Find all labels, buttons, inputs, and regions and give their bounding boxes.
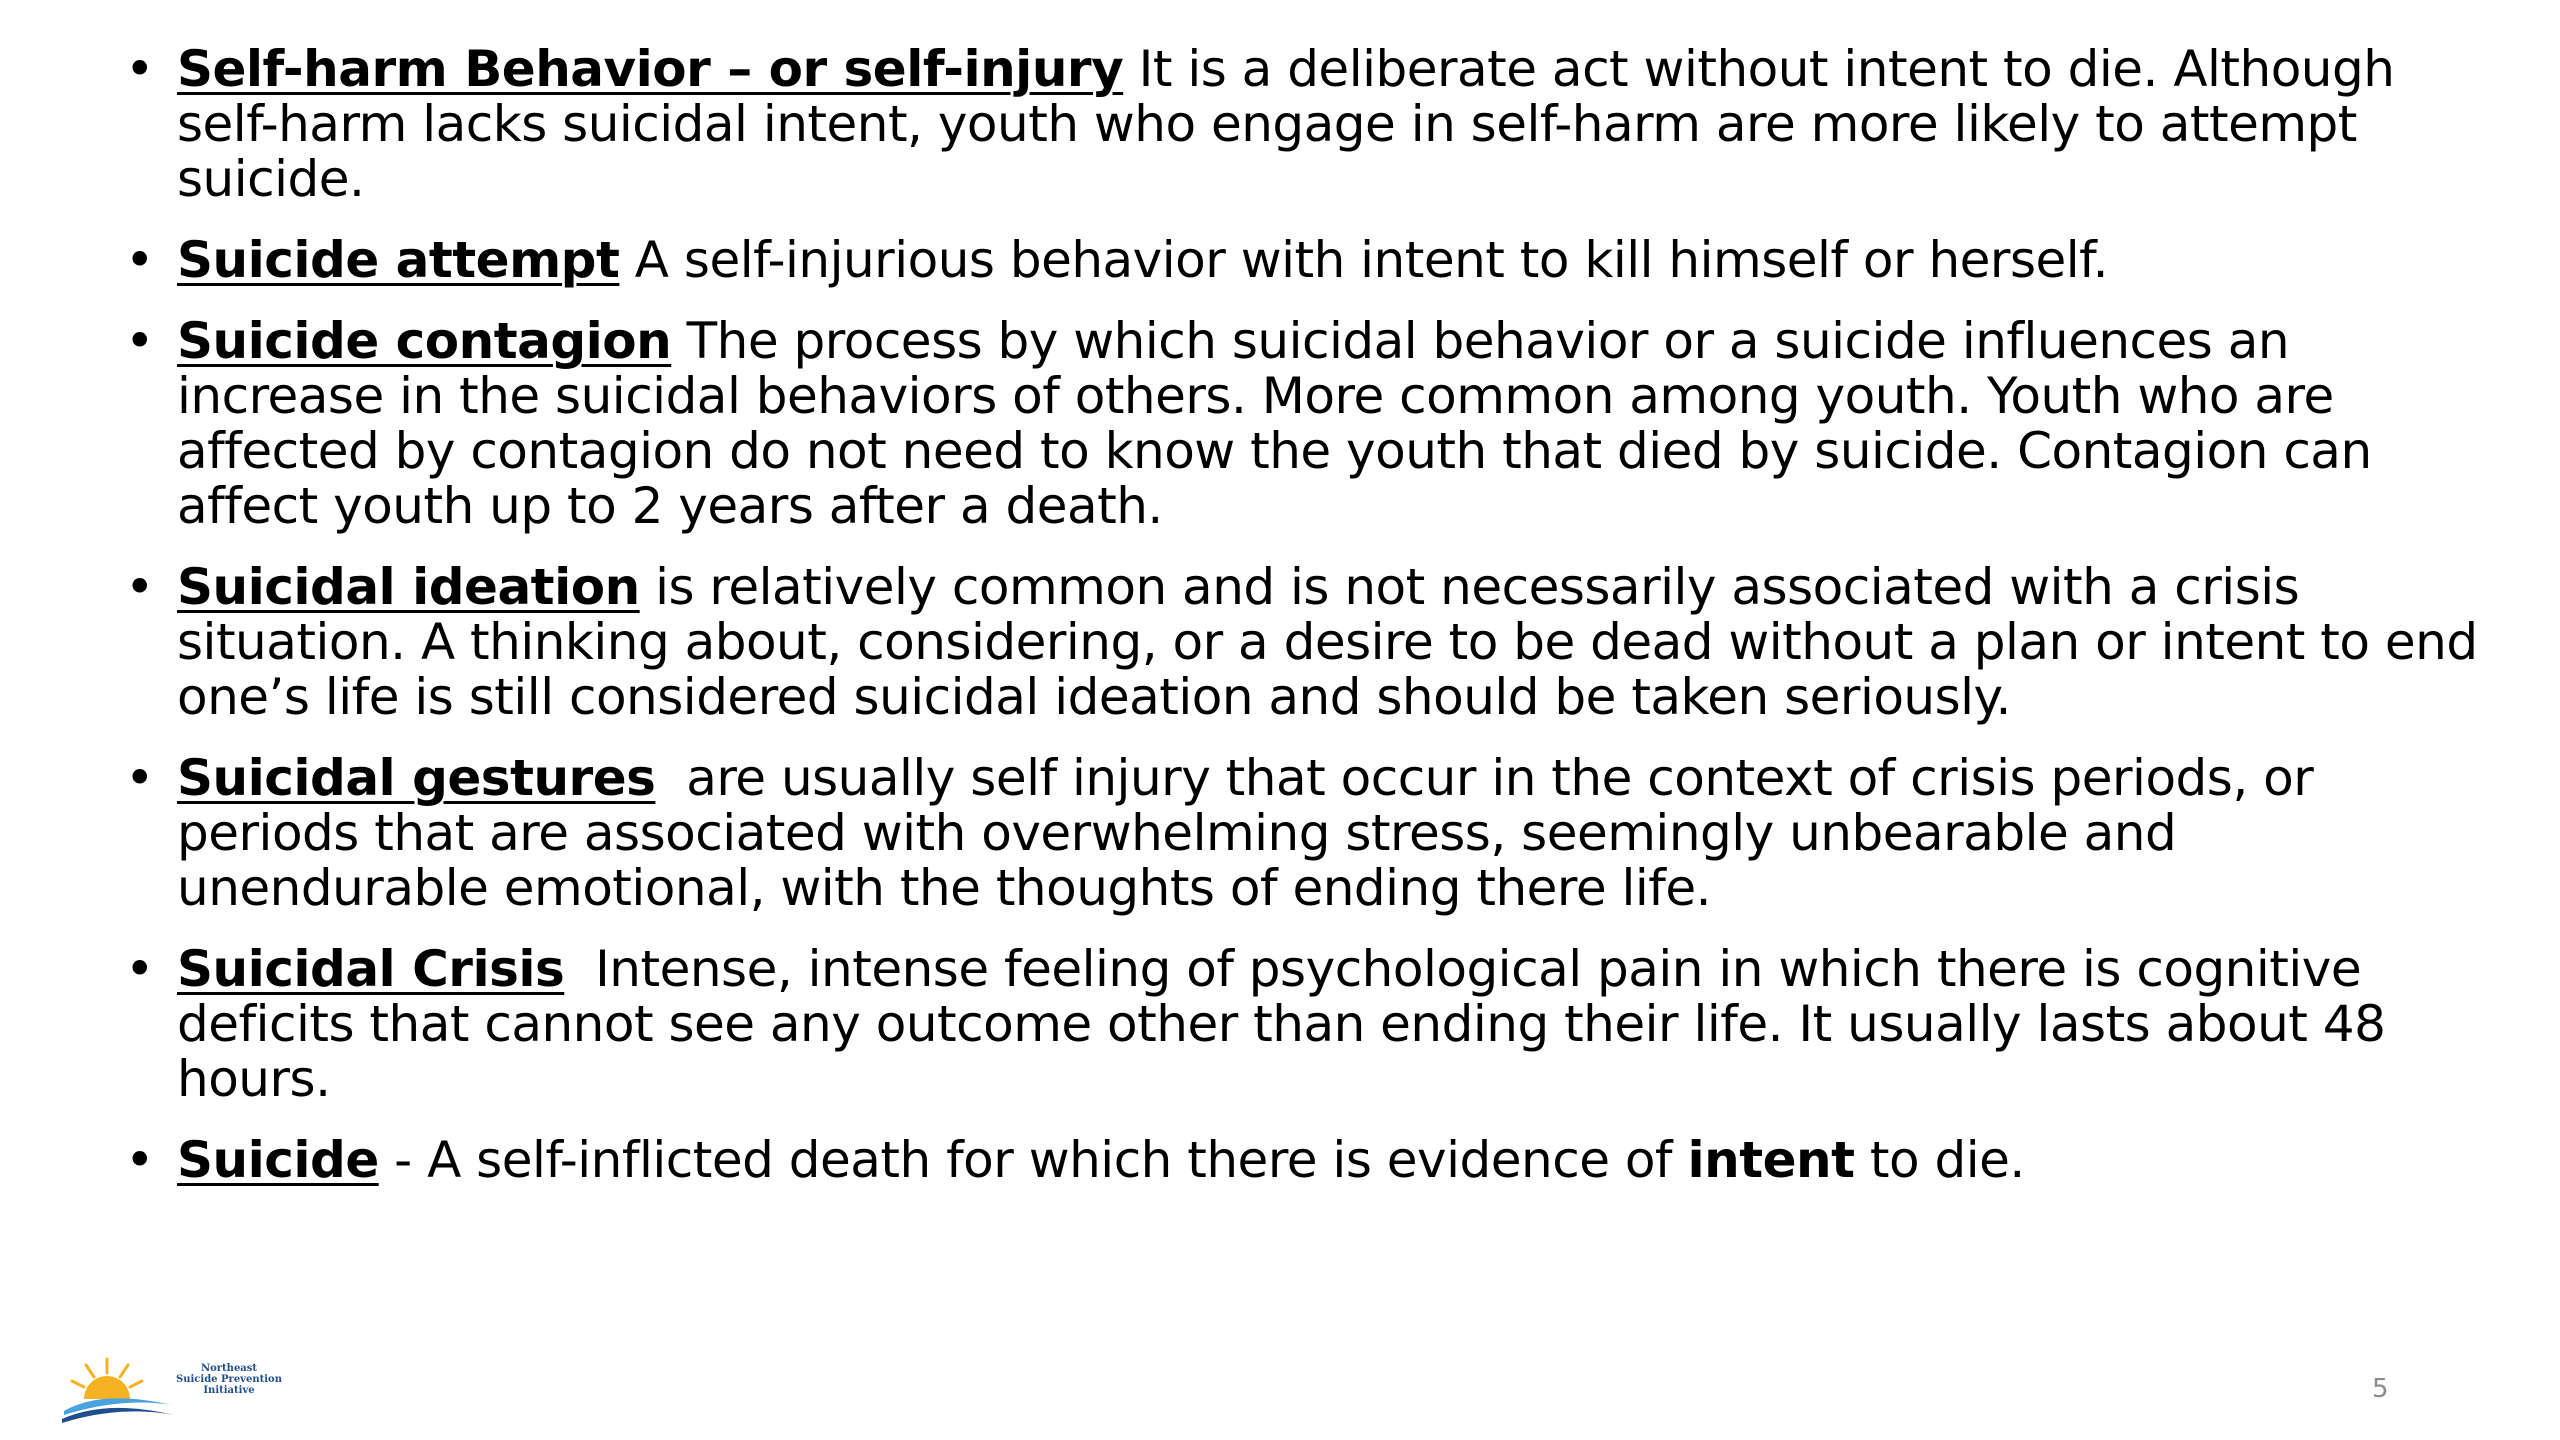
definition-term: Suicide <box>177 1131 379 1189</box>
definition-term: Suicidal gestures <box>177 749 656 807</box>
definition-term: Suicide attempt <box>177 231 620 289</box>
definition-text-end: to die. <box>1869 1131 2025 1189</box>
definition-term: Suicidal ideation <box>177 558 640 616</box>
term-separator <box>619 231 634 289</box>
term-separator <box>564 940 595 998</box>
logo-text <box>174 1363 284 1396</box>
definition-item <box>125 942 2485 1107</box>
definitions-list <box>125 42 2485 1214</box>
definition-item <box>125 314 2485 534</box>
definition-text: are usually self injury that occur in the context of crisis periods, or periods that are associated with overwhelming stress, seemingly unbearable and unendurable emotional, with the thoughts of ending there life. <box>177 749 2314 917</box>
logo-line-3: Initiative <box>203 1385 255 1396</box>
logo-line-1: Northeast <box>200 1363 258 1374</box>
bullet-icon: • <box>125 312 154 370</box>
bullet-icon: • <box>125 940 154 998</box>
definition-item <box>125 560 2485 725</box>
definition-term: Suicide contagion <box>177 312 672 370</box>
definition-text: The process by which suicidal behavior or a suicide influences an increase in the suicidal behaviors of others. More common among youth. Youth who are affected by contagion do not need to know the youth that died by suicide. Contagion can affect youth up to 2 years after a death. <box>177 312 2372 535</box>
bullet-icon: • <box>125 1131 154 1189</box>
term-separator <box>1123 40 1138 98</box>
emphasis-word: intent <box>1687 1131 1855 1189</box>
term-separator: - <box>378 1131 428 1189</box>
definition-text: It is a deliberate act without intent to die. Although self-harm lacks suicidal intent, youth who engage in self-harm are more likely to attempt suicide. <box>177 40 2395 208</box>
definition-term: Self-harm Behavior – or self-injury <box>177 40 1124 98</box>
bullet-icon: • <box>125 231 154 289</box>
definition-text: A self-inflicted death for which there is evidence of <box>427 1131 1673 1189</box>
bullet-icon: • <box>125 558 154 616</box>
logo-line-2: Suicide Prevention <box>176 1374 282 1385</box>
term-separator <box>671 312 686 370</box>
logo-sun-wave-icon <box>62 1355 174 1425</box>
definition-term: Suicidal Crisis <box>177 940 565 998</box>
bullet-icon: • <box>125 749 154 807</box>
definition-item <box>125 233 2485 288</box>
organization-logo <box>62 1355 282 1425</box>
slide-number: 5 <box>2372 1374 2389 1404</box>
definition-text: Intense, intense feeling of psychological pain in which there is cognitive deficits that cannot see any outcome other than ending their life. It usually lasts about 48 hours. <box>177 940 2386 1108</box>
definition-item <box>125 42 2485 207</box>
definition-item <box>125 751 2485 916</box>
definition-text: A self-injurious behavior with intent to kill himself or herself. <box>634 231 2109 289</box>
term-separator <box>640 558 655 616</box>
bullet-icon: • <box>125 40 154 98</box>
definition-text: is relatively common and is not necessarily associated with a crisis situation. A thinking about, considering, or a desire to be dead without a plan or intent to end one’s life is still considered suicidal ideation and should be taken seriously. <box>177 558 2478 726</box>
term-separator <box>655 749 686 807</box>
definition-item <box>125 1133 2485 1188</box>
